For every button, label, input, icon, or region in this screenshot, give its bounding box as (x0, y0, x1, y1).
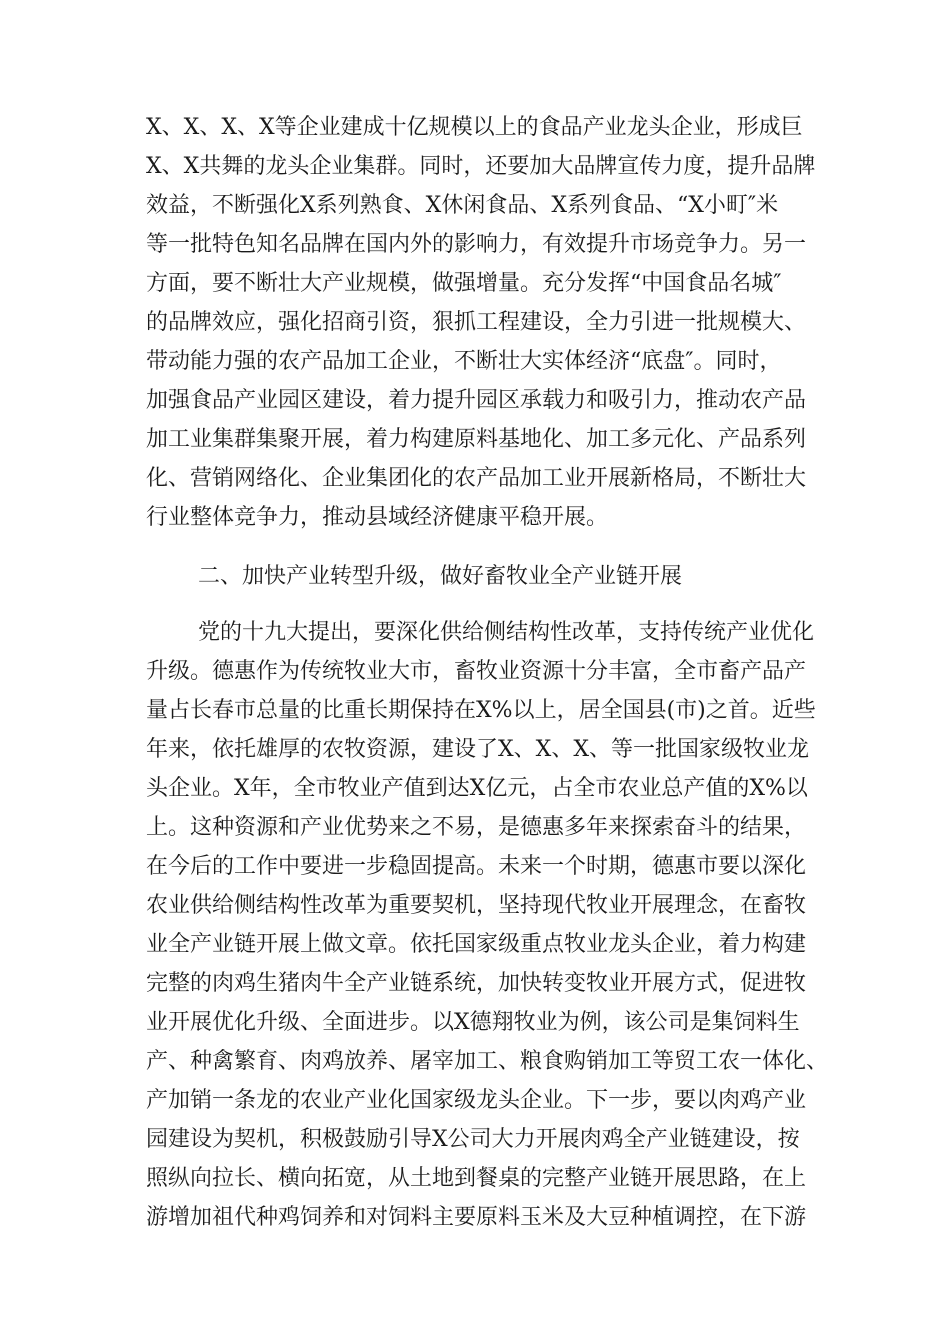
text-line: X、X、X、X等企业建成十亿规模以上的食品产业龙头企业，形成巨 (146, 115, 803, 140)
paragraph-first-line: 党的十九大提出，要深化供给侧结构性改革，支持传统产业优化 (198, 620, 815, 645)
text-line: 头企业。X年，全市牧业产值到达X亿元，占全市农业总产值的X%以 (146, 776, 808, 801)
text-line: 加强食品产业园区建设，着力提升园区承载力和吸引力，推动农产品 (146, 388, 807, 413)
text-line: 在今后的工作中要进一步稳固提高。未来一个时期，德惠市要以深化 (146, 854, 807, 879)
text-line: 业开展优化升级、全面进步。以X德翔牧业为例，该公司是集饲料生 (146, 1010, 800, 1035)
text-line: 化、营销网络化、企业集团化的农产品加工业开展新格局，不断壮大 (146, 466, 807, 491)
text-line: 农业供给侧结构性改革为重要契机，坚持现代牧业开展理念，在畜牧 (146, 893, 807, 918)
text-line: 产加销一条龙的农业产业化国家级龙头企业。下一步，要以肉鸡产业 (146, 1088, 807, 1113)
text-line: 游增加祖代种鸡饲养和对饲料主要原料玉米及大豆种植调控，在下游 (146, 1205, 807, 1230)
text-line: X、X共舞的龙头企业集群。同时，还要加大品牌宣传力度，提升品牌 (146, 154, 816, 179)
text-line: 带动能力强的农产品加工企业，不断壮大实体经济“底盘″。同时， (146, 349, 782, 374)
section-heading: 二、加快产业转型升级，做好畜牧业全产业链开展 (198, 564, 683, 589)
text-line: 方面，要不断壮大产业规模，做强增量。充分发挥“中国食品名城″ (146, 271, 782, 296)
text-line: 效益，不断强化X系列熟食、X休闲食品、X系列食品、“X小町″米 (146, 193, 779, 218)
text-line: 的品牌效应，强化招商引资，狠抓工程建设，全力引进一批规模大、 (146, 310, 807, 335)
text-line: 行业整体竞争力，推动县域经济健康平稳开展。 (146, 505, 609, 530)
text-line: 产、种禽繁育、肉鸡放养、屠宰加工、粮食购销加工等贸工农一体化、 (146, 1049, 829, 1074)
text-line: 上。这种资源和产业优势来之不易，是德惠多年来探索奋斗的结果， (146, 815, 807, 840)
text-line: 加工业集群集聚开展，着力构建原料基地化、加工多元化、产品系列 (146, 427, 807, 452)
text-line: 园建设为契机，积极鼓励引导X公司大力开展肉鸡全产业链建设，按 (146, 1127, 800, 1152)
text-line: 年来，依托雄厚的农牧资源，建设了X、X、X、等一批国家级牧业龙 (146, 737, 809, 762)
text-line: 等一批特色知名品牌在国内外的影响力，有效提升市场竞争力。另一 (146, 232, 807, 257)
text-line: 升级。德惠作为传统牧业大市，畜牧业资源十分丰富，全市畜产品产 (146, 659, 807, 684)
text-line: 照纵向拉长、横向拓宽，从土地到餐桌的完整产业链开展思路，在上 (146, 1166, 807, 1191)
text-line: 量占长春市总量的比重长期保持在X%以上，居全国县(市)之首。近些 (146, 698, 816, 723)
text-line: 业全产业链开展上做文章。依托国家级重点牧业龙头企业，着力构建 (146, 932, 807, 957)
text-line: 完整的肉鸡生猪肉牛全产业链系统，加快转变牧业开展方式，促进牧 (146, 971, 807, 996)
